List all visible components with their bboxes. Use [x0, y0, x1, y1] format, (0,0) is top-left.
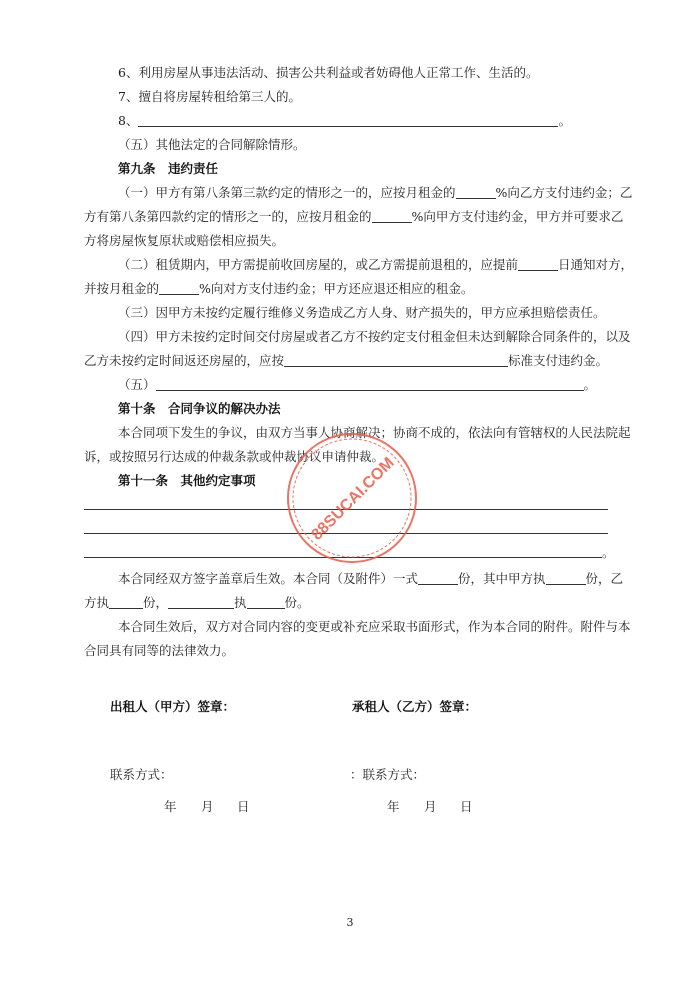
- clause-8-item-8: [118, 112, 571, 130]
- breach-2-line-2: [84, 280, 473, 298]
- blank-other-party[interactable]: [168, 596, 234, 609]
- text: 本合同经双方签字盖章后生效。本合同（及附件）一式: [118, 571, 419, 586]
- text: （一）甲方有第八条第三款约定的情形之一的，应按月租金的: [118, 185, 456, 200]
- watermark-stamp: [282, 428, 422, 568]
- amendment-line-2: 合同具有同等的法律效力。: [84, 643, 235, 658]
- lessee-date-year: 年: [387, 799, 400, 814]
- effect-line-1: [118, 570, 623, 588]
- breach-1-line-3: 方将房屋恢复原状或赔偿相应损失。: [84, 233, 285, 248]
- text: 日通知对方，: [558, 257, 634, 272]
- text: 乙方未按约定时间返还房屋的，应按: [84, 353, 285, 368]
- lessor-contact-label: 联系方式：: [110, 767, 173, 782]
- lessee-date-month: 月: [424, 799, 437, 814]
- breach-3: （三）因甲方未按约定履行维修义务造成乙方人身、财产损失的，甲方应承担赔偿责任。: [118, 305, 606, 320]
- blank-breach-5[interactable]: [156, 378, 584, 391]
- text: %向乙方支付违约金；乙: [495, 185, 633, 200]
- text: 份，乙: [585, 571, 624, 586]
- watermark-text: 88SUCAI.COM: [308, 454, 398, 544]
- lessor-date-year: 年: [164, 799, 177, 814]
- effect-line-2: [84, 594, 310, 612]
- blank-item-8[interactable]: [138, 114, 558, 127]
- lessor-signature-label: 出租人（甲方）签章：: [110, 699, 236, 714]
- period: 。: [583, 377, 597, 392]
- blank-penalty-percent-lessee[interactable]: [372, 210, 412, 223]
- clause-8-item-6: 6、利用房屋从事违法活动、损害公共利益或者妨碍他人正常工作、生活的。: [118, 65, 539, 80]
- text: %向对方支付违约金；甲方还应退还相应的租金。: [199, 281, 474, 296]
- blank-copies-total[interactable]: [418, 572, 458, 585]
- text: 执: [234, 595, 247, 610]
- lessee-date-day: 日: [460, 799, 473, 814]
- breach-4-line-1: （四）甲方未按约定时间交付房屋或者乙方不按约定支付租金但未达到解除合同条件的，以及: [118, 329, 631, 344]
- breach-5: [118, 376, 596, 394]
- breach-2-line-1: [118, 256, 633, 274]
- item-8-prefix: 8、: [118, 113, 139, 128]
- clause-8-item-7: 7、擅自将房屋转租给第三人的。: [118, 89, 301, 104]
- lessor-date-month: 月: [201, 799, 214, 814]
- lessee-signature-label: 承租人（乙方）签章：: [352, 699, 478, 714]
- text: （二）租赁期内，甲方需提前收回房屋的，或乙方需提前退租的，应提前: [118, 257, 519, 272]
- clause-8-item-five: （五）其他法定的合同解除情形。: [118, 137, 306, 152]
- blank-copies-lessee[interactable]: [109, 596, 143, 609]
- text: 方有第八条第四款约定的情形之一的，应按月租金的: [84, 209, 372, 224]
- breach-1-line-2: [84, 208, 623, 226]
- article-9-title: 第九条 违约责任: [118, 161, 219, 176]
- amendment-line-1: 本合同生效后，双方对合同内容的变更或补充应采取书面形式，作为本合同的附件。附件与本: [118, 619, 631, 634]
- lessor-date-day: 日: [237, 799, 250, 814]
- article-10-para-line-2: 诉，或按照另行达成的仲裁条款或仲裁协议申请仲裁。: [84, 449, 385, 464]
- text: 份，其中甲方执: [458, 571, 546, 586]
- text: 份，: [143, 595, 169, 610]
- text: 份。: [284, 595, 310, 610]
- blank-copies-lessor[interactable]: [546, 572, 586, 585]
- article-10-title: 第十条 合同争议的解决办法: [118, 401, 281, 416]
- blank-penalty-percent-lessor[interactable]: [456, 186, 496, 199]
- text: 并按月租金的: [84, 281, 160, 296]
- text: %向甲方支付违约金，甲方并可要求乙: [411, 209, 624, 224]
- blank-notice-days[interactable]: [518, 258, 558, 271]
- breach-1-line-1: [118, 184, 632, 202]
- lessee-contact-label: ：联系方式：: [350, 767, 426, 782]
- blank-penalty-standard[interactable]: [284, 354, 508, 367]
- article-10-para-line-1: 本合同项下发生的争议，由双方当事人协商解决；协商不成的，依法向有管辖权的人民法院起: [118, 425, 631, 440]
- text: （五）: [118, 377, 156, 392]
- page-number: 3: [346, 916, 354, 929]
- item-8-period: 。: [558, 113, 571, 128]
- article-11-title: 第十一条 其他约定事项: [118, 473, 256, 488]
- text: 方执: [84, 595, 110, 610]
- text: 标准支付违约金。: [508, 353, 609, 368]
- breach-4-line-2: [84, 352, 608, 370]
- blank-copies-other[interactable]: [247, 596, 285, 609]
- other-terms-period: 。: [602, 545, 615, 560]
- blank-early-termination-percent[interactable]: [159, 282, 199, 295]
